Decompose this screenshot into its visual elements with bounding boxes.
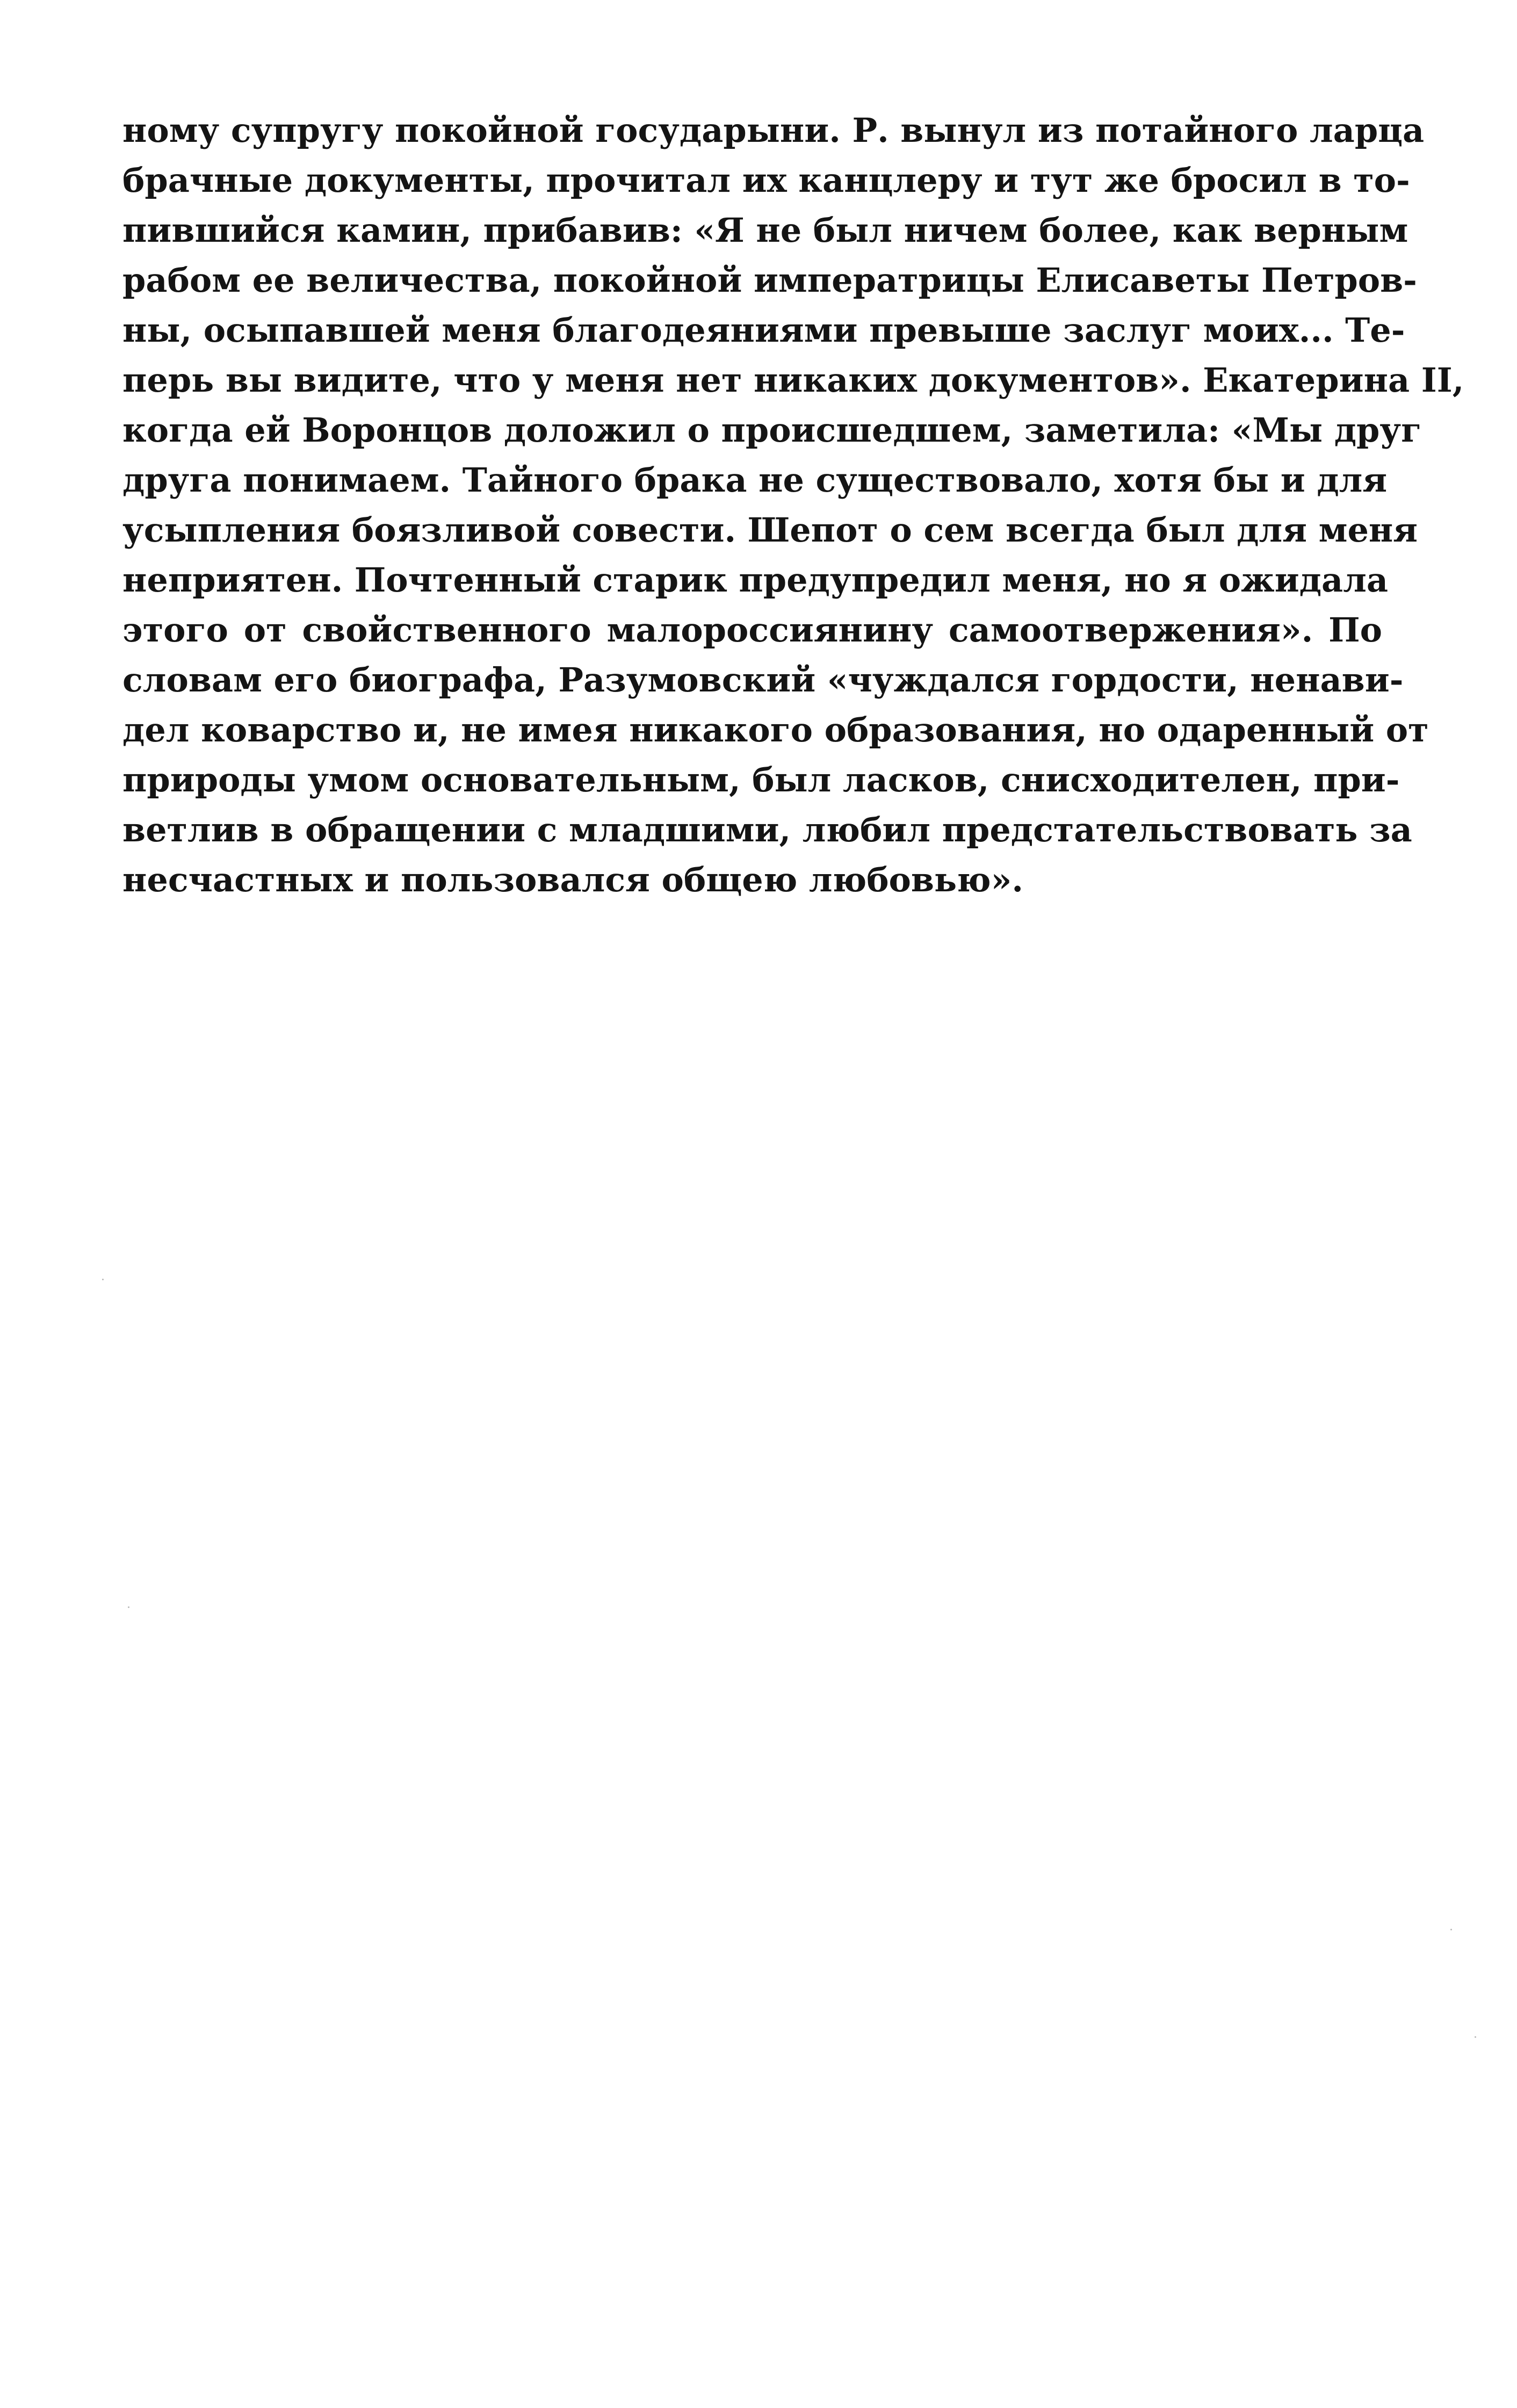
text-line: рабом ее величества, покойной императрицы Елисаветы Петров- [122, 261, 1417, 300]
text-line: ветлив в обращении с младшими, любил предстательствовать за [122, 810, 1412, 849]
text-line: когда ей Воронцов доложил о происшедшем, заметила: «Мы друг [122, 410, 1422, 450]
text-line: природы умом основательным, был ласков, снисходителен, при- [122, 760, 1400, 799]
text-line: ны, осыпавшей меня благодеяниями превыше заслуг моих... Те- [122, 311, 1405, 350]
text-line: брачные документы, прочитал их канцлеру и тут же бросил в то- [122, 161, 1410, 200]
text-line: усыпления боязливой совести. Шепот о сем всегда был для меня [122, 510, 1418, 550]
text-line: перь вы видите, что у меня нет никаких документов». Екатерина II, [122, 361, 1464, 400]
text-line: несчастных и пользовался общею любовью». [122, 860, 1023, 899]
text-line: пившийся камин, прибавив: «Я не был ничем более, как верным [122, 211, 1408, 250]
scan-speck [1475, 2036, 1476, 2038]
text-line: ному супругу покойной государыни. Р. вынул из потайного ларца [122, 111, 1425, 150]
text-line: этого от свойственного малороссиянину самоотвержения». По [122, 610, 1382, 650]
text-line: друга понимаем. Тайного брака не существовало, хотя бы и для [122, 460, 1388, 500]
text-line: словам его биографа, Разумовский «чуждался гордости, ненави- [122, 660, 1404, 700]
scan-speck [128, 1606, 129, 1608]
scan-speck [102, 1279, 104, 1280]
text-line: неприятен. Почтенный старик предупредил меня, но я ожидала [122, 560, 1389, 600]
scan-speck [1450, 1929, 1452, 1930]
body-paragraph [122, 105, 1464, 905]
text-line: дел коварство и, не имея никакого образования, но одаренный от [122, 710, 1429, 749]
